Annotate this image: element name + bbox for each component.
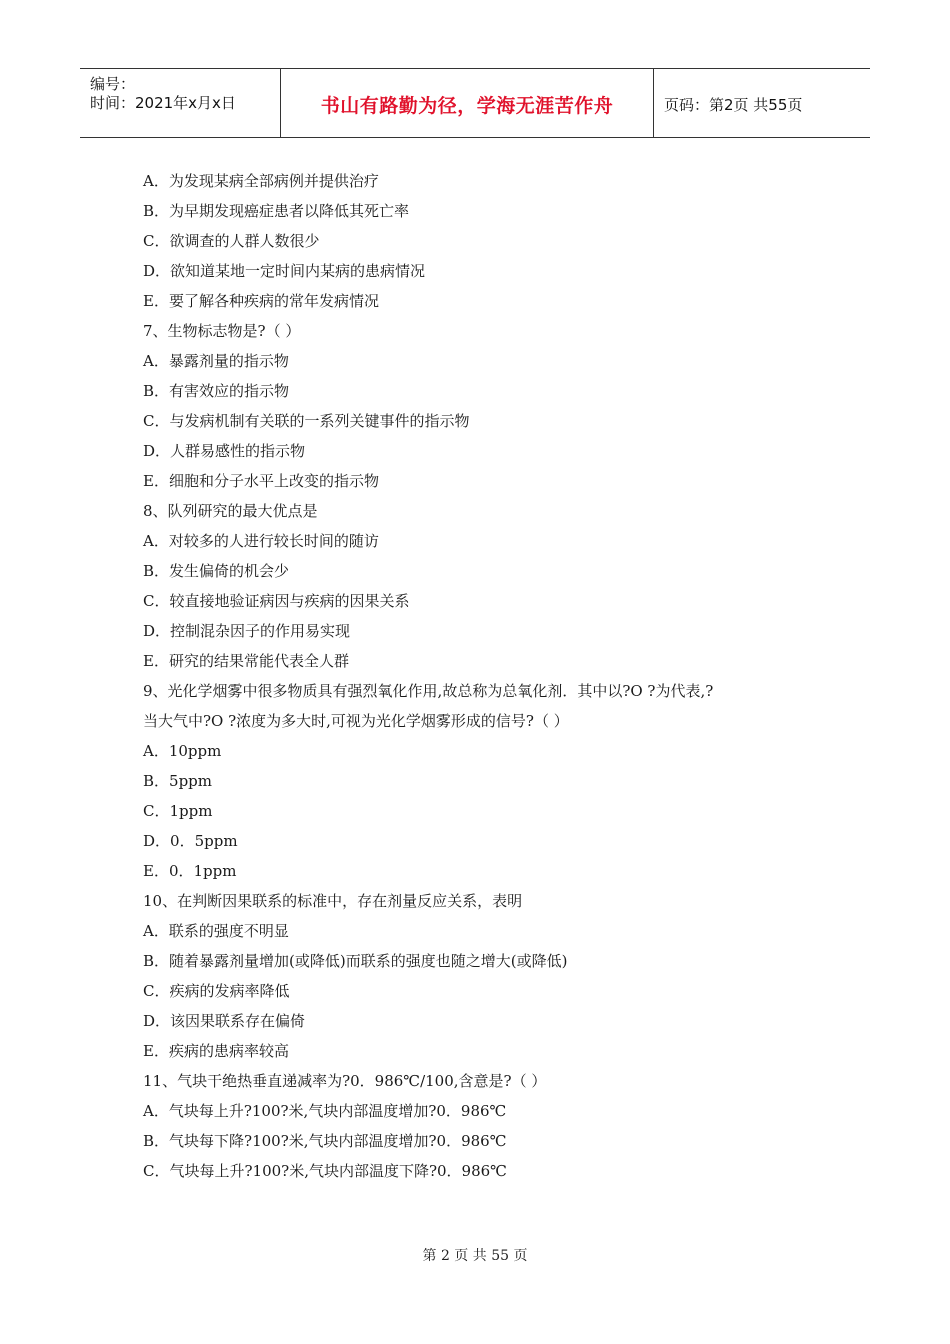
text-line: E．研究的结果常能代表全人群 [143, 652, 349, 670]
text-line: B．有害效应的指示物 [143, 382, 290, 400]
header-page-cell [654, 69, 870, 137]
text-line: 9、光化学烟雾中很多物质具有强烈氧化作用,故总称为总氧化剂．其中以?O ?为代表,? [143, 682, 714, 700]
text-line: C．疾病的发病率降低 [143, 982, 290, 1000]
header-motto: 书山有路勤为径，学海无涯苦作舟 [320, 95, 614, 117]
page-header [80, 68, 870, 138]
text-line: A．10ppm [143, 742, 222, 760]
text-line: B．气块每下降?100?米,气块内部温度增加?0．986℃ [143, 1132, 507, 1150]
text-line: A．联系的强度不明显 [143, 922, 289, 940]
text-line: D．0．5ppm [143, 832, 238, 850]
text-line: E．细胞和分子水平上改变的指示物 [143, 472, 379, 490]
text-line: B．随着暴露剂量增加(或降低)而联系的强度也随之增大(或降低) [143, 952, 568, 970]
text-line: B．发生偏倚的机会少 [143, 562, 290, 580]
text-line: D．人群易感性的指示物 [143, 442, 306, 460]
text-line: A．对较多的人进行较长时间的随访 [143, 532, 379, 550]
text-line: 当大气中?O ?浓度为多大时,可视为光化学烟雾形成的信号?（ ） [143, 712, 569, 730]
header-page-info: 页码：第2页 共55页 [664, 96, 803, 114]
text-line: A．气块每上升?100?米,气块内部温度增加?0．986℃ [143, 1102, 507, 1120]
text-line: B．为早期发现癌症患者以降低其死亡率 [143, 202, 410, 220]
text-line: 7、生物标志物是?（ ） [143, 322, 301, 340]
text-line: E．疾病的患病率较高 [143, 1042, 289, 1060]
text-line: E．要了解各种疾病的常年发病情况 [143, 292, 379, 310]
text-line: C．与发病机制有关联的一系列关键事件的指示物 [143, 412, 470, 430]
text-line: 11、气块干绝热垂直递减率为?0．986℃/100,含意是?（ ） [143, 1072, 547, 1090]
header-motto-cell [281, 69, 654, 137]
text-line: C．1ppm [143, 802, 213, 820]
document-body [143, 166, 833, 1186]
page-footer: 第 2 页 共 55 页 [422, 1248, 528, 1264]
header-meta-cell [80, 69, 281, 137]
document-number-label: 编号： [90, 75, 136, 93]
document-date: 时间：2021年x月x日 [90, 94, 236, 112]
text-line: B．5ppm [143, 772, 212, 790]
text-line: A．为发现某病全部病例并提供治疗 [143, 172, 379, 190]
text-line: D．控制混杂因子的作用易实现 [143, 622, 351, 640]
text-line: D．欲知道某地一定时间内某病的患病情况 [143, 262, 426, 280]
text-line: 10、在判断因果联系的标准中，存在剂量反应关系，表明 [143, 892, 523, 910]
text-line: A．暴露剂量的指示物 [143, 352, 289, 370]
text-line: C．较直接地验证病因与疾病的因果关系 [143, 592, 410, 610]
text-line: 8、队列研究的最大优点是 [143, 502, 318, 520]
text-line: C．气块每上升?100?米,气块内部温度下降?0．986℃ [143, 1162, 507, 1180]
text-line: D．该因果联系存在偏倚 [143, 1012, 306, 1030]
text-line: E．0．1ppm [143, 862, 237, 880]
text-line: C．欲调查的人群人数很少 [143, 232, 320, 250]
